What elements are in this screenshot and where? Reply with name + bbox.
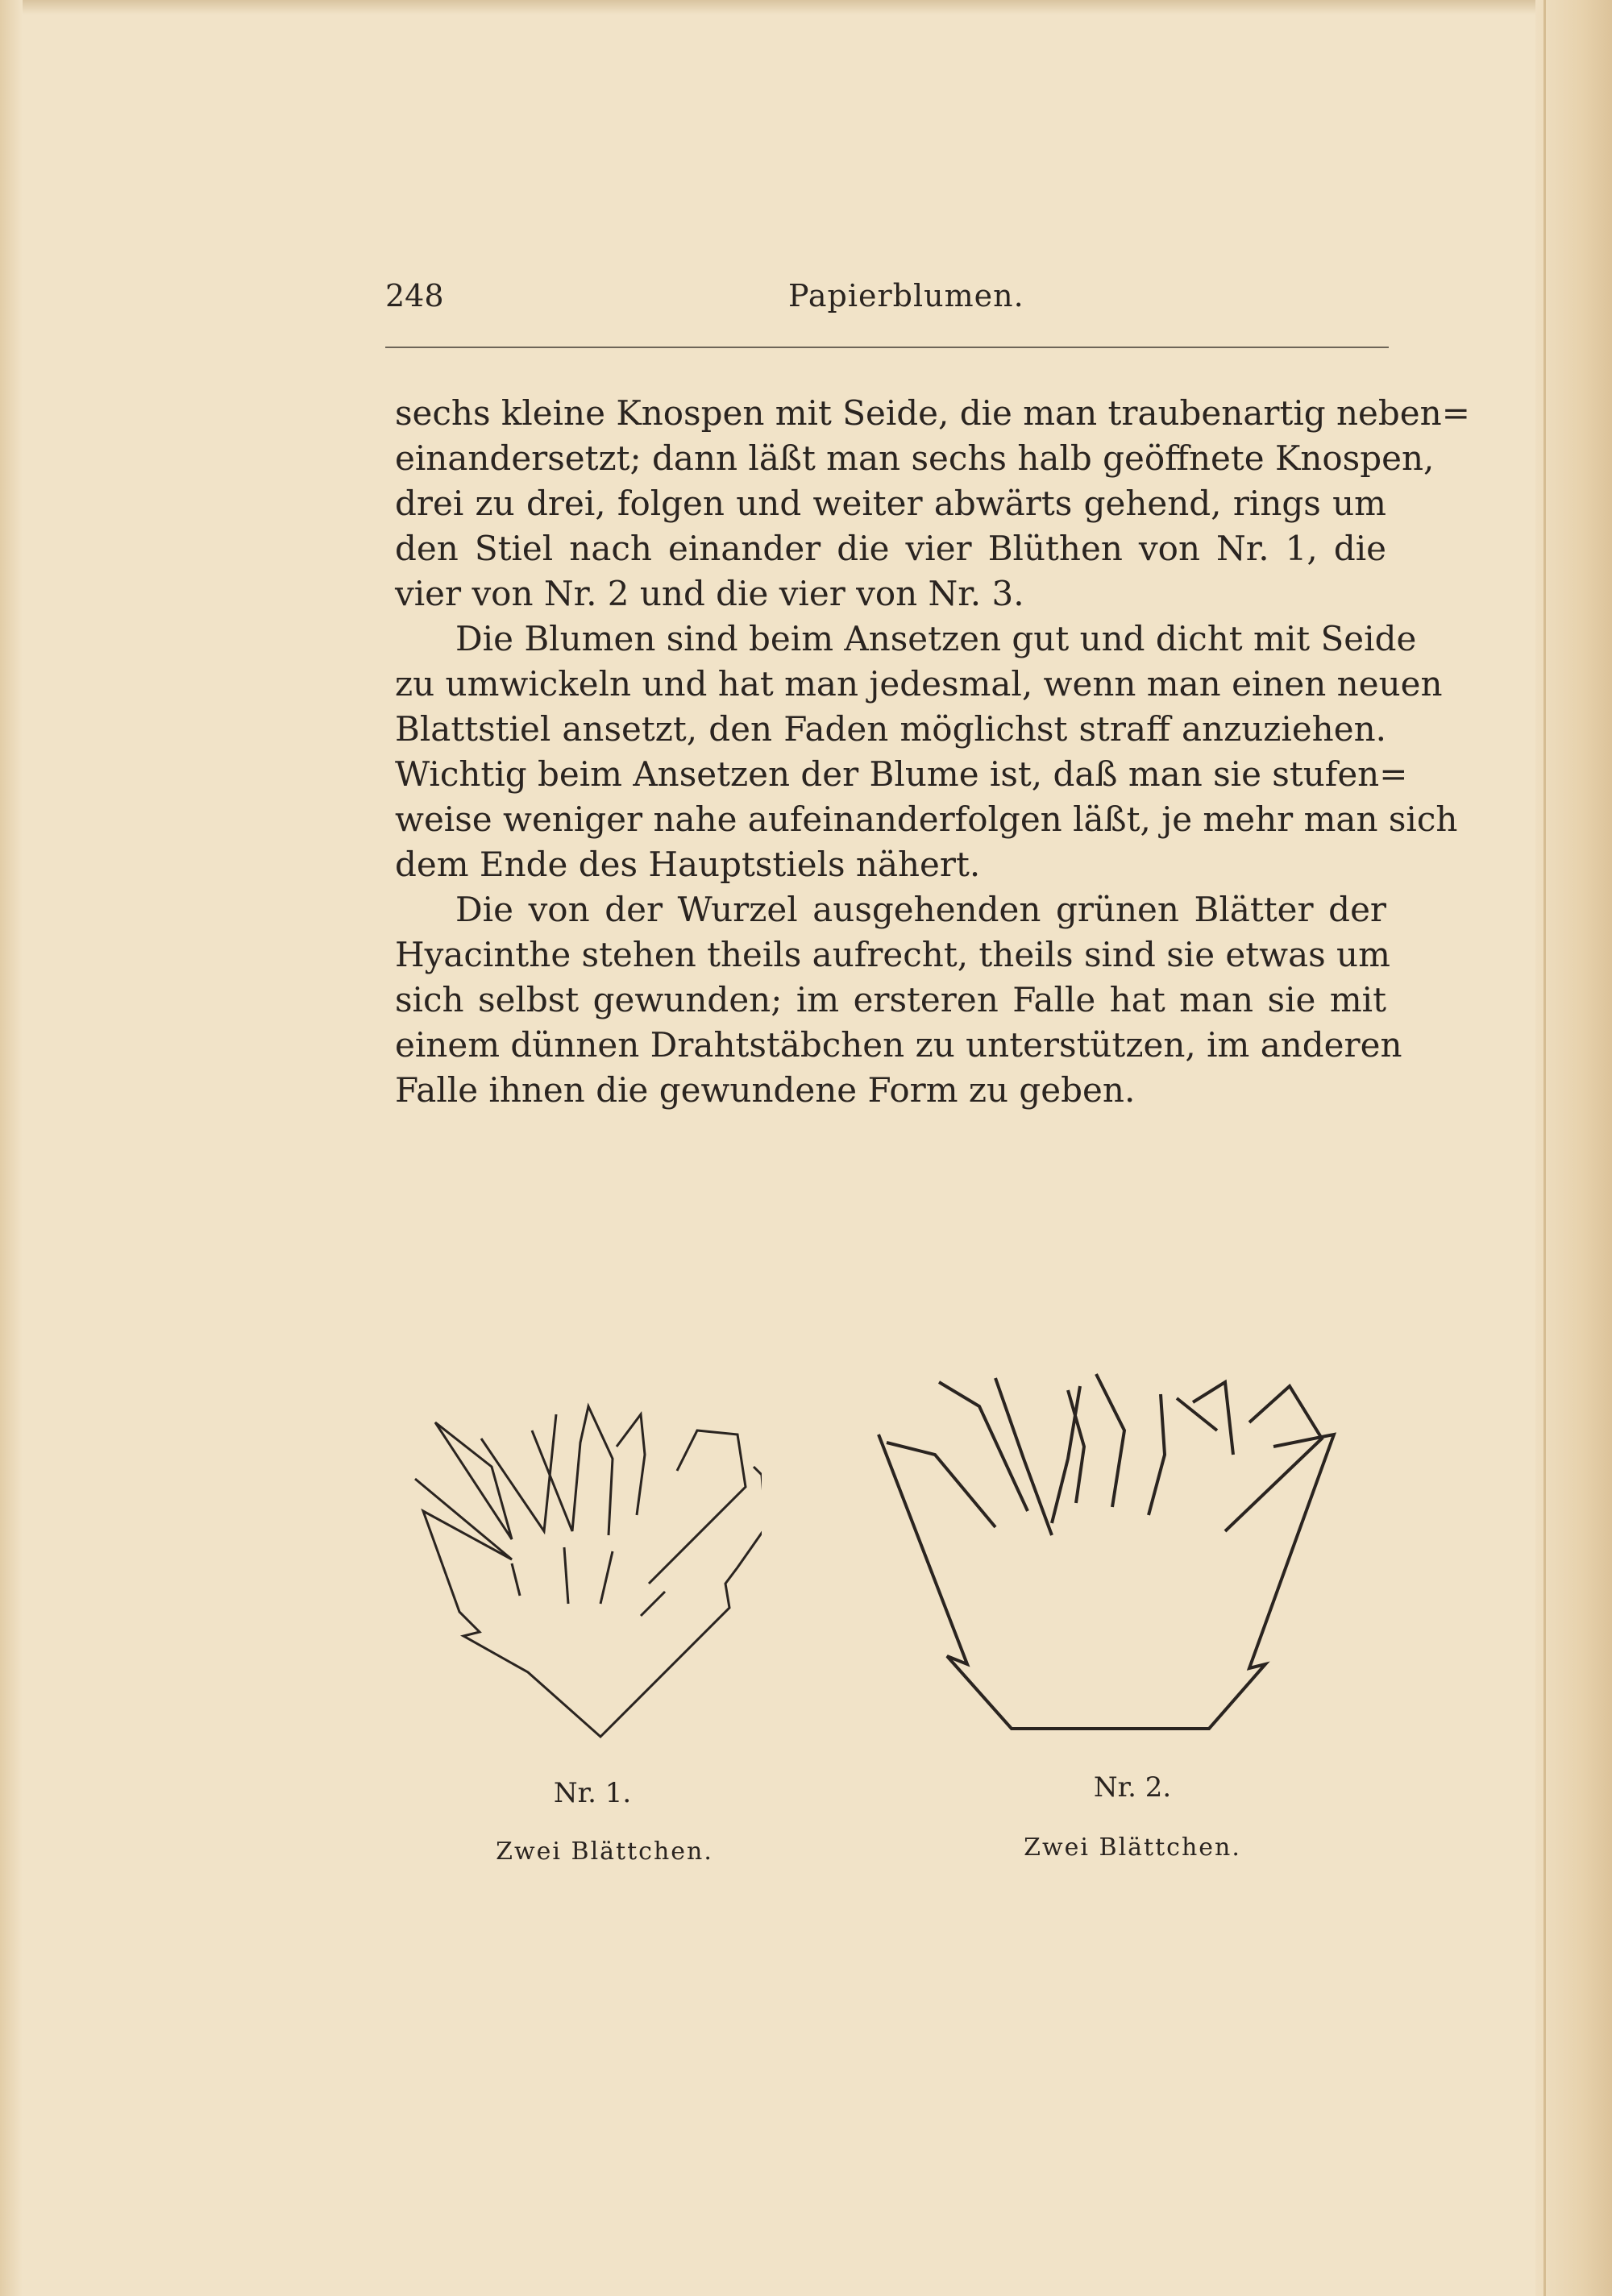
- text-line: den Stiel nach einander die vier Blüthen von Nr. 1, die: [395, 529, 1386, 568]
- text-line: drei zu drei, folgen und weiter abwärts gehend, rings um: [395, 484, 1386, 523]
- page-gutter-shadow: [1535, 0, 1612, 2296]
- text-line: Die von der Wurzel ausgehenden grünen Blätter der: [455, 890, 1386, 929]
- paragraph-1: [395, 391, 1470, 617]
- page-header: [385, 278, 1389, 320]
- page-edge: [1543, 0, 1546, 2296]
- page-left-edge: [0, 0, 23, 2296]
- running-title: Papierblumen.: [788, 278, 1024, 313]
- text-line: Falle ihnen die gewundene Form zu geben.: [395, 1070, 1136, 1110]
- figure-nr-2-petals: [870, 1366, 1346, 1745]
- text-line: einandersetzt; dann läßt man sechs halb geöffnete Knospen,: [395, 438, 1435, 478]
- text-line: Hyacinthe stehen theils aufrecht, theils sind sie etwas um: [395, 935, 1390, 974]
- text-line: einem dünnen Drahtstäbchen zu unterstützen, im anderen: [395, 1025, 1402, 1065]
- figure-nr-1-petals: [407, 1398, 762, 1753]
- figure-1-subcaption: Zwei Blättchen.: [496, 1837, 713, 1866]
- paragraph-3: [395, 887, 1402, 1113]
- text-line: zu umwickeln und hat man jedesmal, wenn man einen neuen: [395, 664, 1443, 704]
- text-line: vier von Nr. 2 und die vier von Nr. 3.: [395, 574, 1024, 613]
- paragraph-2: [395, 617, 1458, 887]
- figure-2-subcaption: Zwei Blättchen.: [1024, 1833, 1241, 1862]
- page-number: 248: [385, 278, 444, 313]
- figure-2-caption: Nr. 2.: [1093, 1771, 1172, 1804]
- header-rule: [385, 347, 1389, 348]
- text-line: Die Blumen sind beim Ansetzen gut und dicht mit Seide: [455, 619, 1417, 658]
- figure-1-caption: Nr. 1.: [553, 1777, 632, 1809]
- text-line: dem Ende des Hauptstiels nähert.: [395, 845, 981, 884]
- text-line: sechs kleine Knospen mit Seide, die man traubenartig neben=: [395, 393, 1470, 433]
- text-line: Wichtig beim Ansetzen der Blume ist, daß man sie stufen=: [395, 754, 1408, 794]
- text-line: Blattstiel ansetzt, den Faden möglichst straff anzuziehen.: [395, 709, 1386, 749]
- page-top-edge: [0, 0, 1612, 15]
- body-text: [395, 391, 1470, 1113]
- text-line: weise weniger nahe aufeinanderfolgen läßt, je mehr man sich: [395, 799, 1458, 839]
- text-line: sich selbst gewunden; im ersteren Falle hat man sie mit: [395, 980, 1386, 1019]
